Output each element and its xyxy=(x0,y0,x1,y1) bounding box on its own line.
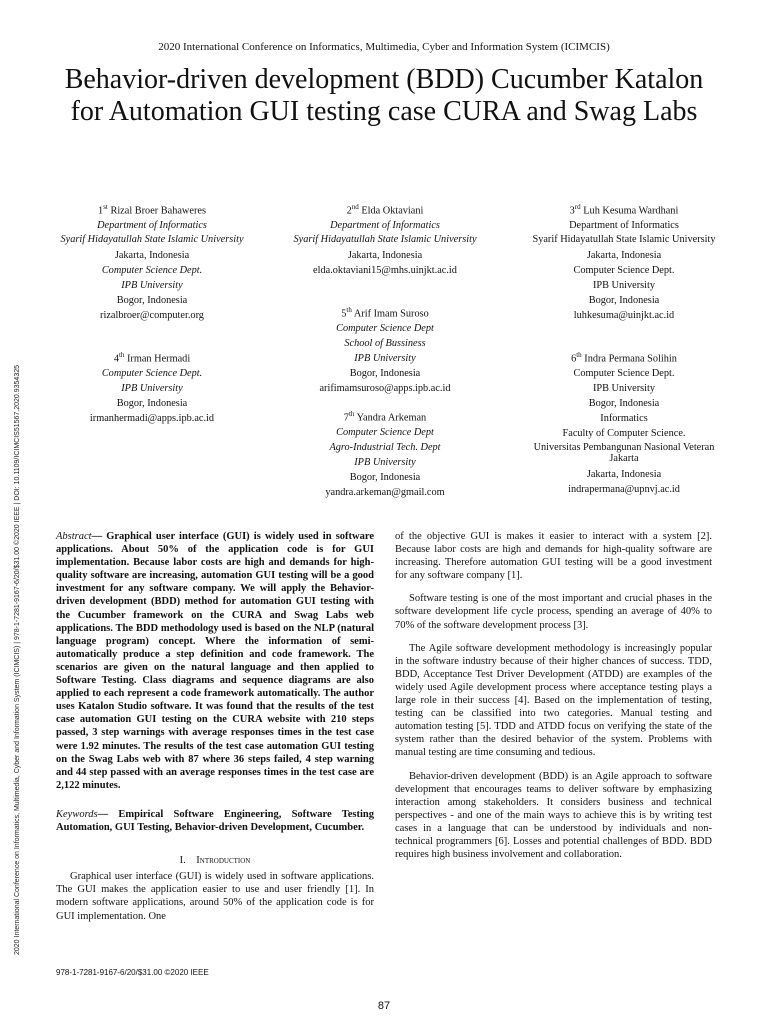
author-2: 2nd Elda Oktaviani Department of Informatics Syarif Hidayatullah State Islamic University Jakarta, Indonesia elda.oktaviani15@mhs.uinjkt.ac.id xyxy=(285,200,485,279)
author-email[interactable]: arifimamsuroso@apps.ipb.ac.id xyxy=(319,382,451,394)
author-email[interactable]: rizalbroer@computer.org xyxy=(100,309,204,321)
page-number: 87 xyxy=(377,1000,391,1012)
paragraph: Behavior-driven development (BDD) is an Agile approach to software development that encourages teams to deliver software by emphasizing interaction among stakeholders. It considers business and technical perspectives - and one of the main ways to achieve this is by writing test cases in a language that can be understood by individuals and non-technical programmers [6]. Losses and potential challenges of BDD. BDD requires high business involvement and collaboration. xyxy=(395,770,712,861)
author-email[interactable]: irmanhermadi@apps.ipb.ac.id xyxy=(89,413,215,425)
paper-title: Behavior-driven development (BDD) Cucumber Katalon for Automation GUI testing case CURA and Swag Labs xyxy=(64,64,704,127)
section-title: Introduction xyxy=(196,855,251,866)
paragraph: of the objective GUI is makes it easier to interact with a system [2]. Because labor costs are high and demands for high-quality software are increasing. Therefore automation GUI testing will be a good investment for any software company [1]. xyxy=(395,531,712,582)
section-heading xyxy=(56,855,374,866)
keywords-body: — Empirical Software Engineering, Software Testing Automation, GUI Testing, Behavior-driven Development, Cucumber. xyxy=(56,809,374,834)
abstract-body: — Graphical user interface (GUI) is widely used in software applications. About 50% of the application code is for GUI implementation. Because labor costs are high and demands for high-quality software are increasing, automation GUI testing will be a good investment for any software company. We will apply the Behavior-driven development (BDD) method for automation GUI testing with the Cucumber framework on the CURA and Swag Labs web applications. The BDD methodology used is based on the NLP (natural language program) concept. Where the information of semi-automatically produce a step definition and code framework. The scenarios are given on the natural language and then applied to Software Testing. Class diagrams and sequence diagrams are also applied to each represent a code framework automatically. The author uses Katalon Studio software. It was found that the results of the test case automation GUI testing on the CURA website with 210 steps passed, 3 step warnings with average responses times in the test case were 1.92 minutes. The results of the test case automation GUI testing on the Swag Labs web with 87 where 36 steps failed, 4 step warning and 44 step passed with an average responses times in the test case are 2,122 minutes. xyxy=(56,531,374,791)
author-email[interactable]: elda.oktaviani15@mhs.uinjkt.ac.id xyxy=(313,265,457,277)
abstract xyxy=(56,530,374,792)
author-name: Yandra Arkeman xyxy=(356,412,427,424)
author-name: Indra Permana Solihin xyxy=(584,353,677,365)
author-name: Elda Oktaviani xyxy=(361,205,424,217)
author-name: Irman Hermadi xyxy=(127,353,191,365)
intro-paragraph: Graphical user interface (GUI) is widely used in software applications. The GUI makes the application easier to use and user friendly [1]. In modern software applications, around 50% of the application code is for GUI implementation. One xyxy=(56,871,374,922)
conference-header: 2020 International Conference on Informatics, Multimedia, Cyber and Information System (ICIMCIS) xyxy=(158,41,610,53)
author-name: Arif Imam Suroso xyxy=(353,308,429,320)
keywords xyxy=(56,808,374,834)
author-email[interactable]: indrapermana@upnvj.ac.id xyxy=(568,483,680,495)
author-7: 7th Yandra Arkeman Computer Science Dept Agro-Industrial Tech. Dept IPB University Bogor, Indonesia yandra.arkeman@gmail.com xyxy=(285,407,485,501)
author-name: Rizal Broer Bahaweres xyxy=(110,205,206,217)
right-column xyxy=(395,530,712,871)
author-3: 3rd Luh Kesuma Wardhani Department of Informatics Syarif Hidayatullah State Islamic University Jakarta, Indonesia Computer Science Dept. IPB University Bogor, Indonesia luhkesuma@uinjkt.ac.id xyxy=(524,200,724,324)
author-5: 5th Arif Imam Suroso Computer Science Dept School of Bussiness IPB University Bogor, Indonesia arifimamsuroso@apps.ipb.ac.id xyxy=(285,303,485,397)
author-1: 1st Rizal Broer Bahaweres Department of Informatics Syarif Hidayatullah State Islamic University Jakarta, Indonesia Computer Science Dept. IPB University Bogor, Indonesia rizalbroer@computer.org xyxy=(52,200,252,324)
author-email[interactable]: luhkesuma@uinjkt.ac.id xyxy=(573,309,675,321)
author-6: 6th Indra Permana Solihin Computer Science Dept. IPB University Bogor, Indonesia Informatics Faculty of Computer Science. Universitas Pembangunan Nasional Veteran Jakarta Jakarta, Indonesia indrapermana@upnvj.ac.id xyxy=(524,348,724,498)
author-4: 4th Irman Hermadi Computer Science Dept. IPB University Bogor, Indonesia irmanhermadi@apps.ipb.ac.id xyxy=(52,348,252,427)
section-number: I. xyxy=(179,855,186,866)
doi-sidebar: 2020 International Conference on Informatics, Multimedia, Cyber and Information System (ICIMCIS) | 978-1-7281-9167-6/20/$31.00 ©2020 IEEE | DOI: 10.1109/ICIMCIS51567.2020.9354325 xyxy=(14,365,21,955)
keywords-label: Keywords xyxy=(56,809,98,820)
paragraph: Software testing is one of the most important and crucial phases in the software development life cycle process, spending an average of 40% to 70% of the software development process [3]. xyxy=(395,593,712,631)
paragraph: The Agile software development methodology is increasingly popular in the software industry because of their higher chances of success. TDD, BDD, Acceptance Test Driver Development (ATDD) are examples of the widely used Agile development process where acceptance testing plays a large role in their success [4]. Based on the implementation of testing, testing can be classified into two categories. Manual testing and automation testing [5]. TDD and ATDD focus on verifying the state of the system rather than the desired behavior of the system. Problems with manual testing are time consuming and tedious. xyxy=(395,642,712,759)
copyright-code: 978-1-7281-9167-6/20/$31.00 ©2020 IEEE xyxy=(56,968,209,977)
abstract-label: Abstract xyxy=(56,531,92,542)
author-name: Luh Kesuma Wardhani xyxy=(583,205,679,217)
author-email[interactable]: yandra.arkeman@gmail.com xyxy=(325,486,445,498)
